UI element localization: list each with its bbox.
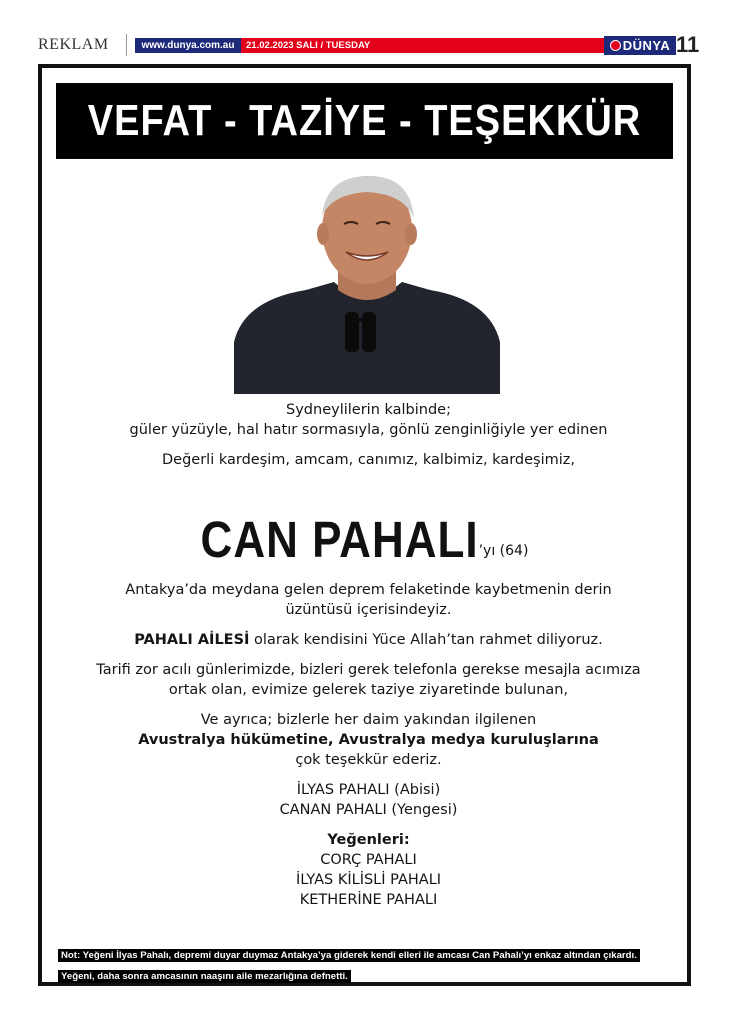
paragraph-4a: Ve ayrıca; bizlerle her daim yakından ilgilenen <box>200 712 537 728</box>
deceased-name-line <box>42 512 687 569</box>
deceased-name: CAN PAHALI <box>200 512 479 569</box>
logo-dot-icon <box>610 40 621 51</box>
paragraph-3b: ortak olan, evimize gelerek taziye ziyaretinde bulunan, <box>168 682 569 698</box>
family-name: PAHALI AİLESİ <box>134 632 250 648</box>
nephew-3: KETHERİNE PAHALI <box>299 892 438 908</box>
website-url[interactable]: www.dunya.com.au <box>135 38 241 53</box>
logo-text: DÜNYA <box>622 38 671 53</box>
footnote-line-1: Not: Yeğeni İlyas Pahalı, depremi duyar duymaz Antakya’ya giderek kendi elleri ile amcası Can Pahalı’yı enkaz altından çıkardı. <box>58 949 640 962</box>
intro-line-3: Değerli kardeşim, amcam, canımız, kalbimiz, kardeşimiz, <box>162 452 575 468</box>
paragraph-3a: Tarifi zor acılı günlerimizde, bizleri gerek telefonla gerekse mesajla acımıza <box>96 662 641 678</box>
footnote-line-2: Yeğeni, daha sonra amcasının naaşını aile mezarlığına defnetti. <box>58 970 351 983</box>
intro-line-1: Sydneylilerin kalbinde; <box>286 402 451 418</box>
family-line <box>62 630 675 650</box>
footnote <box>58 943 670 984</box>
paragraph-4c: çok teşekkür ederiz. <box>295 752 442 768</box>
nephew-2: İLYAS KİLİSLİ PAHALI <box>295 872 442 888</box>
signature-1: İLYAS PAHALI (Abisi) <box>296 782 441 798</box>
portrait-photo <box>234 172 500 394</box>
deceased-age: ’yı (64) <box>478 543 529 559</box>
family-line-rest: olarak kendisini Yüce Allah’tan rahmet diliyoruz. <box>249 632 603 648</box>
header-divider <box>126 34 127 56</box>
page-number: 11 <box>676 32 700 57</box>
intro-line-2: güler yüzüyle, hal hatır sormasıyla, gönlü zenginliğiyle yer edinen <box>129 422 608 438</box>
page-header <box>0 0 731 60</box>
nephews-heading: Yeğenleri: <box>327 832 410 848</box>
ad-banner-title: VEFAT - TAZİYE - TEŞEKKÜR <box>56 83 673 159</box>
signature-2: CANAN PAHALI (Yengesi) <box>279 802 458 818</box>
paragraph-1a: Antakya’da meydana gelen deprem felaketinde kaybetmenin derin <box>125 582 612 598</box>
nephew-1: CORÇ PAHALI <box>320 852 417 868</box>
paragraph-1b: üzüntüsü içerisindeyiz. <box>285 602 452 618</box>
obituary-ad-frame <box>38 64 691 986</box>
paragraph-4b: Avustralya hükümetine, Avustralya medya kuruluşlarına <box>138 732 599 748</box>
newspaper-logo <box>604 36 676 55</box>
portrait-illustration <box>234 172 500 394</box>
section-label: REKLAM <box>38 36 109 53</box>
issue-date: 21.02.2023 SALI / TUESDAY <box>246 40 371 51</box>
